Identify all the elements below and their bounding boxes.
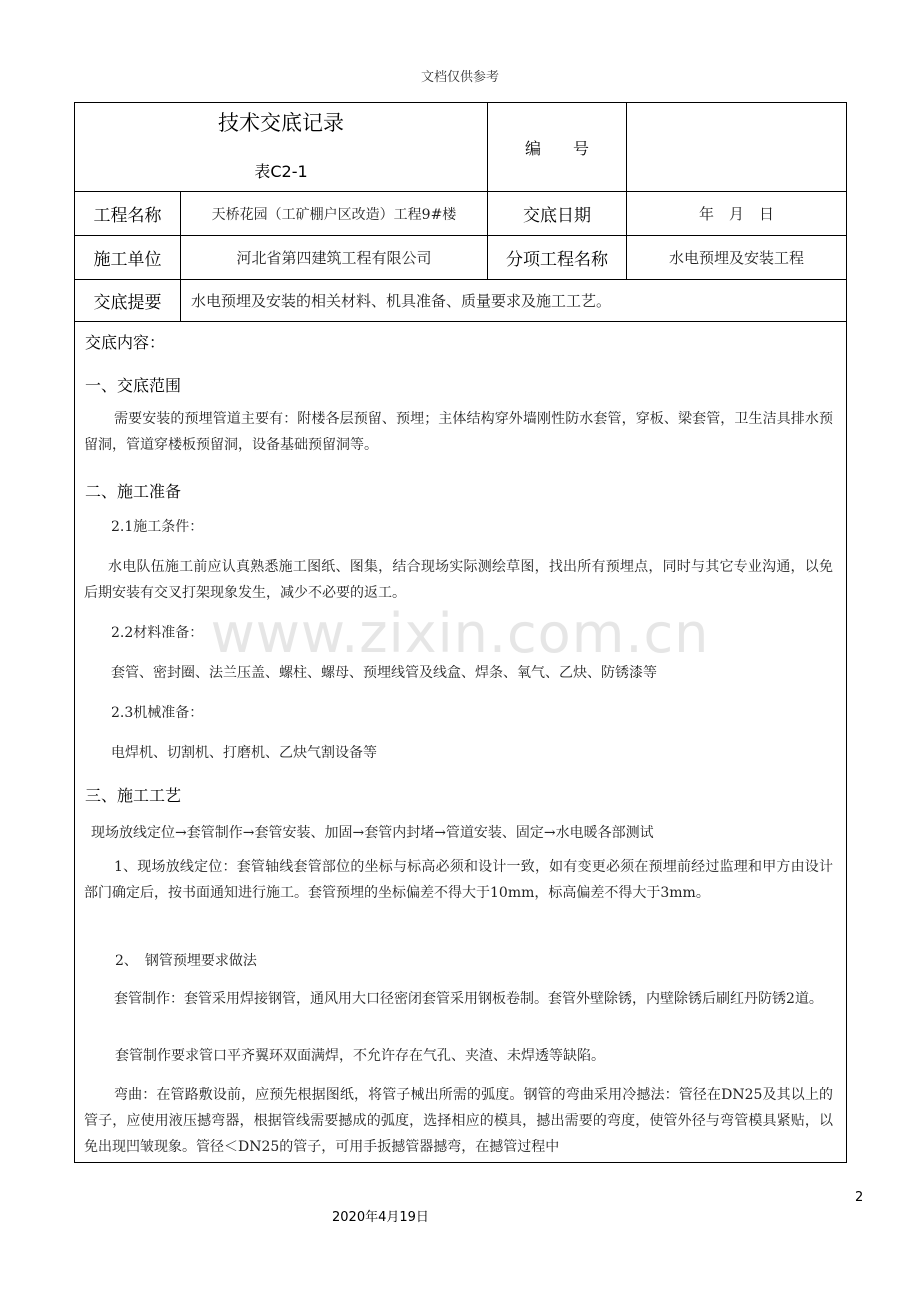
company-value[interactable]: 河北省第四建筑工程有限公司 bbox=[181, 236, 488, 280]
process-flow: 现场放线定位→套管制作→套管安装、加固→套管内封堵→管道安装、固定→水电暖各部测试 bbox=[91, 825, 654, 841]
company-label: 施工单位 bbox=[75, 236, 181, 280]
section-3-paragraph-1: 1、现场放线定位：套管轴线套管部位的坐标与标高必须和设计一致，如有变更必须在预埋前经过监理和甲方由设计部门确定后，按书面通知进行施工。套管预埋的坐标偏差不得大于10mm，标高偏差不得大于3mm。 bbox=[84, 859, 833, 901]
content-heading: 交底内容： bbox=[85, 333, 166, 352]
form-number: 表C2-1 bbox=[254, 161, 308, 181]
date-label: 交底日期 bbox=[488, 192, 627, 236]
header-note: 文档仅供参考 bbox=[420, 70, 499, 85]
subproject-value[interactable]: 水电预埋及安装工程 bbox=[627, 236, 847, 280]
project-name-label: 工程名称 bbox=[75, 192, 181, 236]
number-value[interactable] bbox=[627, 103, 847, 192]
section-3-paragraph-4: 套管制作要求管口平齐翼环双面满焊，不允许存在气孔、夹渣、未焊透等缺陷。 bbox=[115, 1048, 605, 1064]
section-2-3-title: 2.3机械准备： bbox=[111, 705, 204, 721]
section-3-paragraph-3: 套管制作：套管采用焊接钢管，通风用大口径密闭套管采用钢板卷制。套管外壁除锈，内壁除锈后刷红丹防锈2道。 bbox=[114, 991, 823, 1007]
section-2-2-title: 2.2材料准备： bbox=[111, 625, 204, 641]
summary-value[interactable]: 水电预埋及安装的相关材料、机具准备、质量要求及施工工艺。 bbox=[181, 280, 847, 322]
section-2-title: 二、施工准备 bbox=[85, 482, 182, 501]
content-cell bbox=[75, 322, 847, 1163]
number-label: 编 号 bbox=[488, 103, 627, 192]
project-name-value[interactable]: 天桥花园（工矿棚户区改造）工程9#楼 bbox=[181, 192, 488, 236]
subproject-label: 分项工程名称 bbox=[488, 236, 627, 280]
title-cell bbox=[75, 103, 488, 192]
section-1-paragraph: 需要安装的预埋管道主要有：附楼各层预留、预埋；主体结构穿外墙刚性防水套管，穿板、梁套管，卫生洁具排水预留洞，管道穿楼板预留洞，设备基础预留洞等。 bbox=[84, 411, 833, 453]
watermark: www.zixin.com.cn bbox=[210, 602, 710, 665]
section-2-3-paragraph: 电焊机、切割机、打磨机、乙炔气割设备等 bbox=[111, 745, 377, 761]
section-2-1-paragraph: 水电队伍施工前应认真熟悉施工图纸、图集，结合现场实际测绘草图，找出所有预埋点，同时与其它专业沟通，以免后期安装有交叉打架现象发生，减少不必要的返工。 bbox=[84, 559, 833, 601]
section-1-title: 一、交底范围 bbox=[85, 376, 182, 395]
page-number: 2 bbox=[855, 1190, 864, 1205]
section-3-paragraph-2: 2、 钢管预埋要求做法 bbox=[115, 953, 257, 969]
content-body bbox=[75, 322, 846, 1162]
summary-label: 交底提要 bbox=[75, 280, 181, 322]
section-3-paragraph-5: 弯曲：在管路敷设前，应预先根据图纸，将管子械出所需的弧度。钢管的弯曲采用冷撼法：管径在DN25及其以上的管子，应使用液压撼弯器，根据管线需要撼成的弧度，选择相应的模具，撼出需要的弯度，使管外径与弯管模具紧贴，以免出现凹皱现象。管径＜DN25的管子，可用手扳撼管器撼弯，在撼管过程中 bbox=[84, 1087, 833, 1155]
section-2-2-paragraph: 套管、密封圈、法兰压盖、螺柱、螺母、预埋线管及线盒、焊条、氧气、乙炔、防锈漆等 bbox=[111, 665, 657, 681]
section-2-1-title: 2.1施工条件： bbox=[111, 519, 204, 535]
date-value[interactable]: 年 月 日 bbox=[627, 192, 847, 236]
page-title: 技术交底记录 bbox=[218, 110, 344, 135]
section-3-title: 三、施工工艺 bbox=[85, 786, 182, 805]
footer-date: 2020年4月19日 bbox=[332, 1210, 429, 1225]
